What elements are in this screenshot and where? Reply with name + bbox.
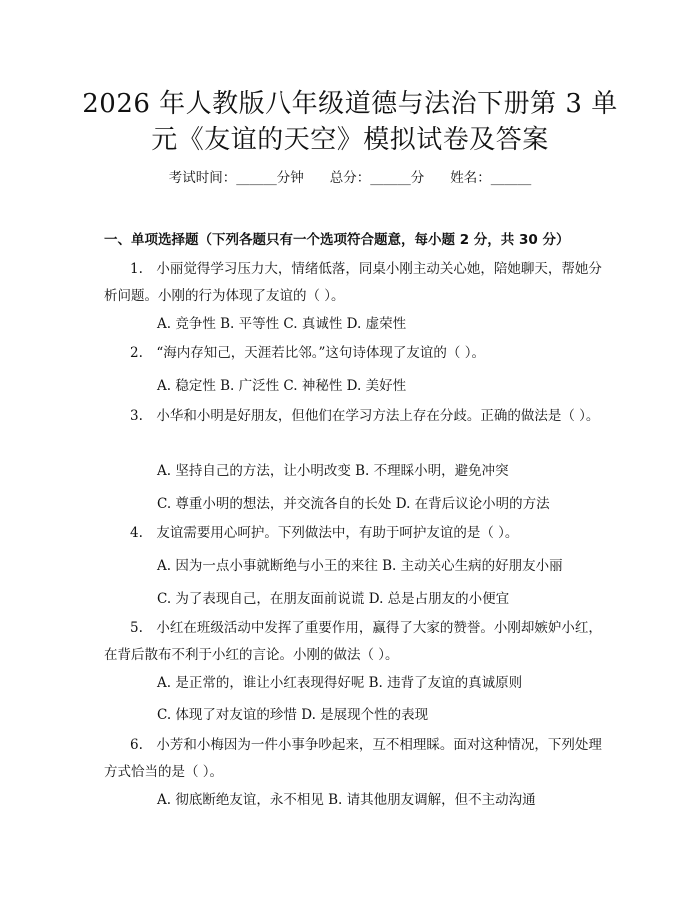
page-title-line-1: 2026 年人教版八年级道德与法治下册第 3 单 [82, 89, 618, 119]
exam-score: 总分：______分 [329, 170, 425, 186]
question-4-options-cd: C. 为了表现自己，在朋友面前说谎 D. 总是占朋友的小便宜 [157, 591, 510, 607]
question-2-options: A. 稳定性 B. 广泛性 C. 神秘性 D. 美好性 [157, 378, 407, 394]
question-1-options: A. 竞争性 B. 平等性 C. 真诚性 D. 虚荣性 [157, 316, 407, 332]
question-text: 3. 小华和小明是好朋友，但他们在学习方法上存在分歧。正确的做法是（ ）。 [130, 408, 600, 424]
section-heading: 一、单项选择题（下列各题只有一个选项符合题意，每小题 2 分，共 30 分） [104, 232, 570, 248]
question-4-options-ab: A. 因为一点小事就断绝与小王的来往 B. 主动关心生病的好朋友小丽 [157, 558, 563, 574]
question-6 [104, 732, 604, 786]
question-5 [104, 615, 604, 669]
question-4 [104, 520, 604, 547]
question-text: 2. “海内存知己，天涯若比邻。”这句诗体现了友谊的（ ）。 [130, 345, 485, 361]
question-6-options-ab: A. 彻底断绝友谊，永不相见 B. 请其他朋友调解，但不主动沟通 [157, 792, 536, 808]
question-3 [104, 403, 604, 430]
exam-time: 考试时间：______分钟 [168, 170, 304, 186]
question-5-options-ab: A. 是正常的，谁让小红表现得好呢 B. 违背了友谊的真诚原则 [157, 675, 523, 691]
question-text: 5. 小红在班级活动中发挥了重要作用，赢得了大家的赞誉。小刚却嫉妒小红，在背后散布不利于小红的言论。小刚的做法（ ）。 [104, 620, 602, 663]
question-text: 1. 小丽觉得学习压力大，情绪低落，同桌小刚主动关心她，陪她聊天，帮她分析问题。小刚的行为体现了友谊的（ ）。 [104, 261, 602, 304]
question-3-options-cd: C. 尊重小明的想法，并交流各自的长处 D. 在背后议论小明的方法 [157, 496, 550, 512]
question-5-options-cd: C. 体现了对友谊的珍惜 D. 是展现个性的表现 [157, 707, 429, 723]
question-2 [104, 340, 604, 367]
exam-info [0, 168, 700, 188]
question-text: 6. 小芳和小梅因为一件小事争吵起来，互不相理睬。面对这种情况，下列处理方式恰当的是（ ）。 [104, 737, 602, 780]
page-title-line-2: 元《友谊的天空》模拟试卷及答案 [151, 125, 549, 155]
question-text: 4. 友谊需要用心呵护。下列做法中，有助于呵护友谊的是（ ）。 [130, 525, 519, 541]
question-3-options-ab: A. 坚持自己的方法，让小明改变 B. 不理睬小明，避免冲突 [157, 463, 509, 479]
student-name: 姓名：______ [450, 170, 532, 186]
question-1 [104, 256, 604, 310]
